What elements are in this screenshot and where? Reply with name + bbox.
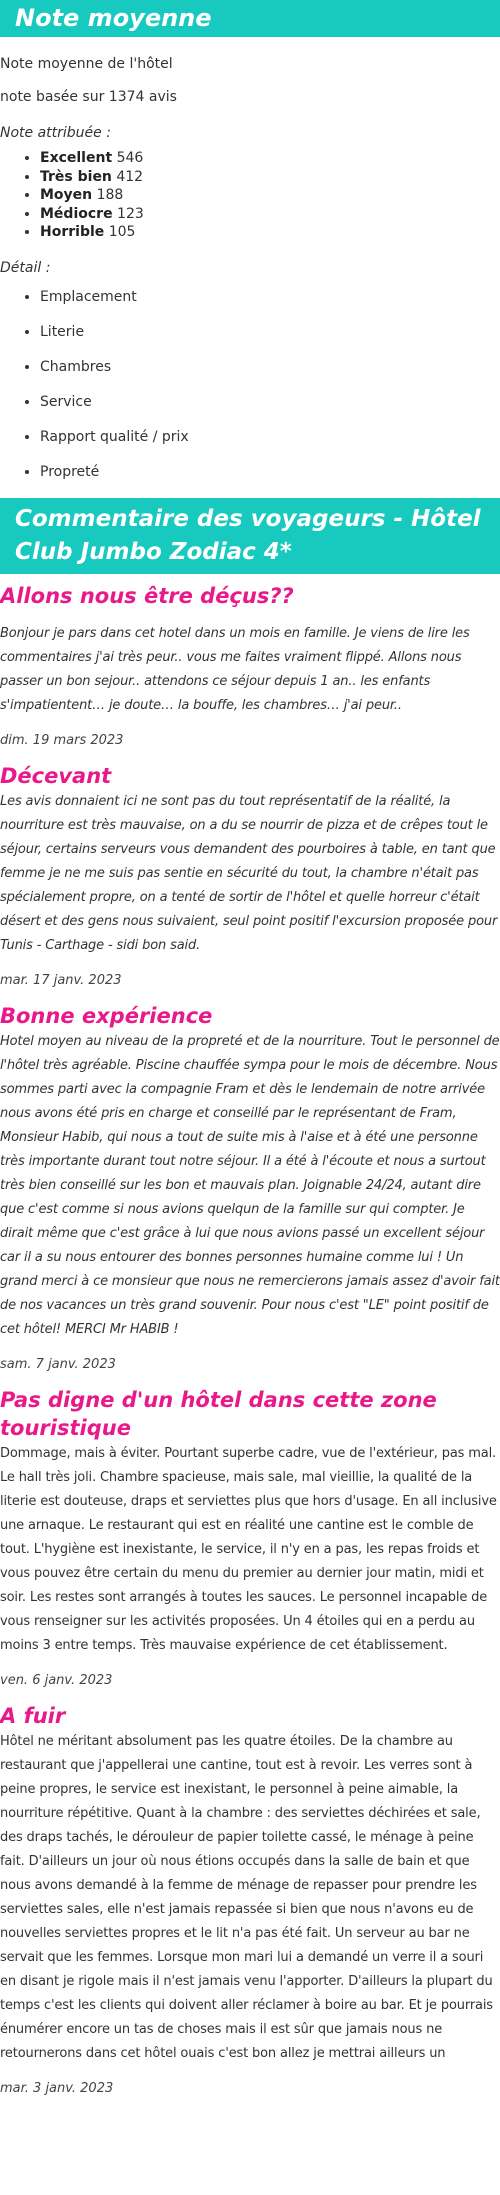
review-title: Décevant <box>0 763 112 788</box>
rating-item <box>40 186 500 205</box>
rating-label: Moyen <box>40 187 93 203</box>
review-count: note basée sur 1374 avis <box>0 89 177 105</box>
detail-item: • Chambres <box>40 358 500 376</box>
rating-item <box>40 205 500 224</box>
rating-label: Médiocre <box>40 205 113 222</box>
ratings-list <box>0 149 500 242</box>
review-body: Dommage, mais à éviter. Pourtant superbe cadre, vue de l'extérieur, pas mal. Le hall très joli. Chambre spacieuse, mais sale, mal vieillie, la qualité de la literie est douteuse, draps et serviettes plus que hors d'usage. En all inclusive une arnaque. Le restaurant qui est en réalité une cantine est le comble de tout. L'hygiène est inexistante, le service, il n'y en a pas, les repas froids et vous pouvez être certain du menu du premier au dernier jour matin, midi et soir. Les restes sont arrangés à toutes les sauces. Le personnel incapable de vous renseigner sur les activités proposées. Un 4 étoiles qui en a perdu au moins 3 entre temps. Très mauvaise expérience de cet établissement. <box>0 1445 497 1653</box>
review-date: dim. 19 mars 2023 <box>0 732 124 748</box>
rating-count: 546 <box>116 150 144 166</box>
review-title: Bonne expérience <box>0 1003 213 1028</box>
review <box>0 582 500 750</box>
detail-item: • Literie <box>40 323 500 341</box>
review-title: Allons nous être déçus?? <box>0 583 294 608</box>
ratings-label: Note attribuée : <box>0 125 111 141</box>
review <box>0 1002 500 1374</box>
review-date: sam. 7 janv. 2023 <box>0 1356 116 1372</box>
review-title: Pas digne d'un hôtel dans cette zone touristique <box>0 1387 437 1440</box>
rating-count: 105 <box>108 224 136 240</box>
rating-label: Horrible <box>40 224 105 240</box>
review-body: Bonjour je pars dans cet hotel dans un mois en famille. Je viens de lire les commentaires j'ai très peur.. vous me faites vraiment flippé. Allons nous passer un bon sejour.. attendons ce séjour depuis 1 an.. les enfants s'impatientent… je doute… la bouffe, les chambres… j'ai peur.. <box>0 625 470 713</box>
review <box>0 762 500 990</box>
reviews-list <box>0 582 500 2098</box>
detail-item: • Propreté <box>40 463 500 481</box>
rating-item <box>40 223 500 242</box>
summary-section <box>0 0 500 481</box>
hotel-rating-label: Note moyenne de l'hôtel <box>0 56 173 72</box>
rating-item <box>40 149 500 168</box>
review-date: mar. 17 janv. 2023 <box>0 972 122 988</box>
rating-label: Très bien <box>40 168 112 185</box>
review <box>0 1702 500 2098</box>
review-body: Les avis donnaient ici ne sont pas du tout représentatif de la réalité, la nourriture est très mauvaise, on a du se nourrir de pizza et de crêpes tout le séjour, certains serveurs vous demandent des pourboires à table, en tant que femme je ne me suis pas sentie en sécurité du tout, la chambre n'était pas spécialement propre, on a tenté de sortir de l'hôtel et quelle horreur c'était désert et des gens nous suivaient, seul point positif l'excursion proposée pour Tunis - Carthage - sidi bon said. <box>0 793 498 953</box>
details-list <box>0 288 500 481</box>
section-title: Note moyenne <box>0 0 500 37</box>
rating-label: Excellent <box>40 150 113 166</box>
reviews-section-title: Commentaire des voyageurs - Hôtel Club Jumbo Zodiac 4* <box>0 498 500 574</box>
review-date: mar. 3 janv. 2023 <box>0 2080 114 2096</box>
review-date: ven. 6 janv. 2023 <box>0 1672 113 1688</box>
rating-count: 412 <box>116 168 144 185</box>
review-body: Hôtel ne méritant absolument pas les quatre étoiles. De la chambre au restaurant que j'appellerai une cantine, tout est à revoir. Les verres sont à peine propres, le service est inexistant, le personnel à peine aimable, la nourriture répétitive. Quant à la chambre : des serviettes déchirées et sale, des draps tachés, le dérouleur de papier toilette cassé, le ménage à peine fait. D'ailleurs un jour où nous étions occupés dans la salle de bain et que nous avons demandé à la femme de ménage de repasser pour prendre les serviettes sales, elle n'est jamais repassée si bien que nous n'avons eu de nouvelles serviettes propres et le lit n'a pas été fait. Un serveur au bar ne servait que les femmes. Lorsque mon mari lui a demandé un verre il a souri en disant je rigole mais il n'est jamais venu l'apporter. D'ailleurs la plupart du temps c'est les clients qui doivent aller réclamer à boire au bar. Et je pourrais énumérer encore un tas de choses mais il est sûr que jamais nous ne retournerons dans cet hôtel ouais c'est bon allez je mettrai ailleurs un <box>0 1733 493 2061</box>
review <box>0 1386 500 1690</box>
detail-item: • Service <box>40 393 500 411</box>
rating-count: 123 <box>117 205 144 222</box>
rating-item <box>40 168 500 187</box>
detail-item: • Emplacement <box>40 288 500 306</box>
rating-count: 188 <box>96 187 124 203</box>
detail-label: Détail : <box>0 259 51 276</box>
detail-item: • Rapport qualité / prix <box>40 428 500 446</box>
review-body: Hotel moyen au niveau de la propreté et de la nourriture. Tout le personnel de l'hôtel très agréable. Piscine chauffée sympa pour le mois de décembre. Nous sommes parti avec la compagnie Fram et dès le lendemain de notre arrivée nous avons été pris en charge et conseillé par le représentant de Fram, Monsieur Habib, qui nous a tout de suite mis à l'aise et à été une personne très importante durant tout notre séjour. Il a été à l'écoute et nous a surtout très bien conseillé sur les bon et mauvais plan. Joignable 24/24, autant dire que c'est comme si nous avions quelqun de la famille sur qui compter. Je dirait même que c'est grâce à lui que nous avions passé un excellent séjour car il a su nous entourer des bonnes personnes humaine comme lui ! Un grand merci à ce monsieur que nous ne remercierons jamais assez d'avoir fait de nos vacances un très grand souvenir. Pour nous c'est "LE" point positif de cet hôtel! MERCI Mr HABIB ! <box>0 1033 500 1337</box>
review-title: A fuir <box>0 1703 66 1728</box>
